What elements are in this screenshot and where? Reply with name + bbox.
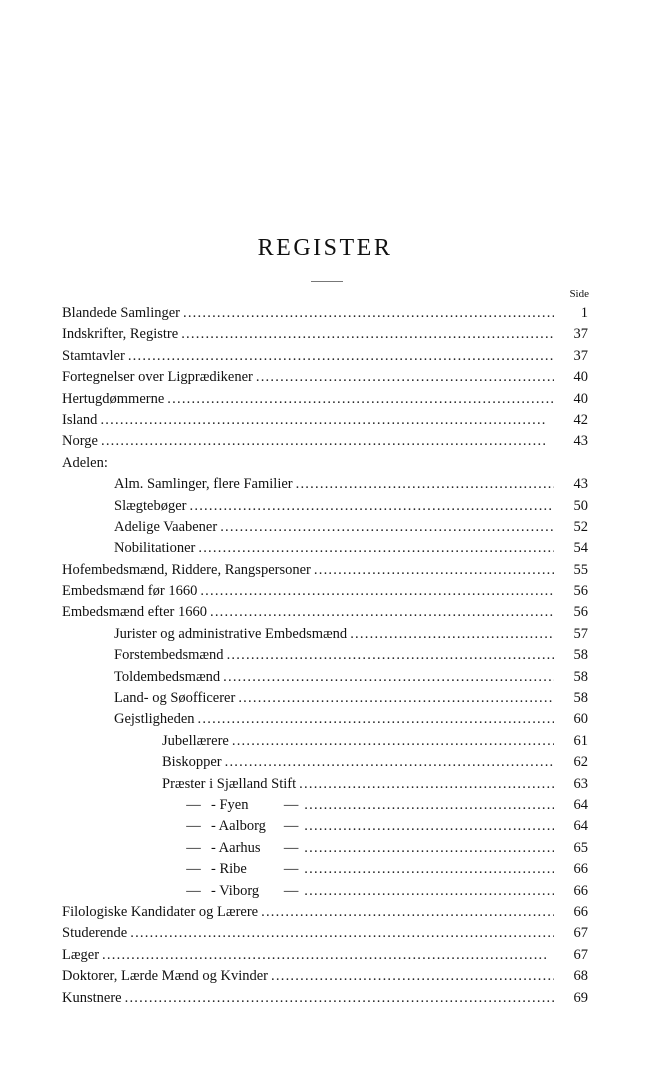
ditto-dash: — — [283, 839, 299, 856]
register-entry-page: 64 — [573, 796, 589, 813]
register-entry — [62, 859, 588, 880]
register-entry-page: 67 — [573, 925, 588, 942]
register-entry-label: Slægtebøger — [114, 497, 187, 514]
register-entry — [62, 966, 588, 987]
register-entry-page: 68 — [573, 968, 588, 985]
register-entry-page: 52 — [573, 518, 588, 535]
register-entry — [62, 602, 588, 623]
register-entry-page: 64 — [573, 818, 589, 835]
dot-leader — [125, 988, 554, 1009]
register-entry-page: 66 — [573, 861, 589, 878]
register-entry — [62, 389, 588, 410]
dot-leader — [181, 324, 554, 345]
register-entry-label: Adelige Vaabener — [114, 518, 218, 535]
register-entry-label: Hertugdømmerne — [62, 390, 165, 407]
dot-leader — [167, 389, 554, 410]
register-entry-label: Embedsmænd før 1660 — [62, 583, 198, 600]
register-entry — [62, 517, 588, 538]
register-entry — [62, 645, 588, 666]
dot-leader — [238, 688, 554, 709]
register-entry-label: Præster i Sjælland Stift — [162, 775, 297, 792]
register-entry — [62, 624, 588, 645]
register-entry-label: Indskrifter, Registre — [62, 326, 179, 343]
register-entry-page: 43 — [573, 433, 588, 450]
dot-leader — [350, 624, 554, 645]
register-entry-label: Nobilitationer — [114, 540, 196, 557]
dot-leader — [227, 645, 554, 666]
register-entry-label: - Fyen — [211, 796, 249, 813]
register-entry-page: 69 — [573, 989, 588, 1006]
dot-leader — [220, 517, 554, 538]
register-entry — [62, 731, 588, 752]
register-entry-page: 66 — [573, 882, 589, 899]
dot-leader — [183, 303, 554, 324]
register-entry — [62, 496, 588, 517]
register-entry-page: 57 — [573, 625, 588, 642]
register-entry — [62, 816, 588, 837]
register-entry — [62, 752, 588, 773]
register-entry-page: 56 — [573, 604, 588, 621]
register-entry — [62, 688, 588, 709]
dot-leader — [304, 881, 554, 902]
register-entry-page: 43 — [573, 476, 588, 493]
register-entry-page: 37 — [573, 326, 588, 343]
register-entry-page: 55 — [573, 561, 588, 578]
register-entry-page: 58 — [573, 668, 588, 685]
dot-leader — [304, 859, 554, 880]
register-entry-page: 1 — [580, 305, 588, 321]
register-entry-label: Alm. Samlinger, flere Familier — [114, 476, 293, 493]
dot-leader — [304, 838, 554, 859]
register-entry-label: Hofembedsmænd, Riddere, Rangspersoner — [62, 561, 311, 578]
register-entry-label: Stamtavler — [62, 347, 125, 364]
register-entry-page: 56 — [573, 583, 588, 600]
dot-leader — [198, 538, 554, 559]
ditto-dash: — — [186, 882, 201, 899]
register-entry-page: 58 — [573, 690, 588, 707]
register-entry-label: Toldembedsmænd — [114, 668, 221, 685]
register-list — [62, 303, 588, 1009]
register-entry-label: - Aarhus — [211, 839, 261, 856]
register-entry-label: - Aalborg — [211, 818, 266, 835]
register-entry-label: Doktorer, Lærde Mænd og Kvinder — [62, 968, 269, 985]
title-rule — [311, 281, 343, 282]
register-entry-label: Forstembedsmænd — [114, 647, 224, 664]
register-entry-page: 42 — [573, 411, 588, 428]
dot-leader — [210, 602, 554, 623]
register-entry — [62, 346, 588, 367]
register-entry — [62, 474, 588, 495]
dot-leader — [232, 731, 554, 752]
ditto-dash: — — [186, 818, 201, 835]
register-entry-page: 37 — [573, 347, 588, 364]
page-title: REGISTER — [257, 235, 393, 261]
register-entry-page: 62 — [573, 754, 588, 771]
dot-leader — [299, 774, 554, 795]
ditto-dash: — — [186, 839, 201, 856]
register-entry-label: Biskopper — [162, 754, 222, 771]
register-entry — [62, 902, 588, 923]
register-entry-label: Kunstnere — [62, 989, 122, 1006]
dot-leader — [223, 667, 554, 688]
register-entry-label: - Viborg — [211, 882, 260, 899]
register-entry-label: Island — [62, 411, 98, 428]
register-entry — [62, 410, 588, 431]
ditto-dash: — — [283, 882, 299, 899]
register-entry-label: Jubellærere — [162, 732, 229, 749]
dot-leader — [271, 966, 554, 987]
register-entry-page: 54 — [573, 540, 588, 557]
register-entry-label: Embedsmænd efter 1660 — [62, 604, 207, 621]
register-entry-page: 50 — [573, 497, 588, 514]
dot-leader — [304, 816, 554, 837]
register-entry — [62, 988, 588, 1009]
register-entry — [62, 367, 588, 388]
register-entry — [62, 923, 588, 944]
register-entry — [62, 709, 588, 730]
register-entry-page: 40 — [573, 369, 588, 386]
ditto-dash: — — [186, 861, 201, 878]
dot-leader — [314, 560, 554, 581]
register-entry — [62, 431, 588, 452]
register-entry — [62, 774, 588, 795]
dot-leader — [261, 902, 554, 923]
register-entry-label: Filologiske Kandidater og Lærere — [62, 903, 259, 920]
register-entry-page: 61 — [573, 732, 588, 749]
register-entry-page: 65 — [573, 839, 589, 856]
register-entry-page: 67 — [573, 946, 588, 963]
dot-leader — [304, 795, 554, 816]
register-entry-label: - Ribe — [211, 861, 247, 878]
register-entry-page: 58 — [573, 647, 588, 664]
register-entry — [62, 838, 588, 859]
dot-leader — [200, 581, 554, 602]
dot-leader — [102, 945, 554, 966]
register-entry — [62, 560, 588, 581]
register-entry-label: Læger — [62, 946, 100, 963]
register-entry-page: 66 — [573, 903, 588, 920]
register-entry-label: Studerende — [62, 925, 128, 942]
ditto-dash: — — [283, 861, 299, 878]
register-entry — [62, 795, 588, 816]
ditto-dash: — — [186, 796, 201, 813]
dot-leader — [296, 474, 554, 495]
register-entry-page: 60 — [573, 711, 588, 728]
page-column-label: Side — [569, 288, 589, 300]
register-entry — [62, 453, 588, 474]
register-entry-label: Adelen: — [62, 454, 108, 471]
dot-leader — [198, 709, 554, 730]
dot-leader — [130, 923, 554, 944]
dot-leader — [256, 367, 554, 388]
dot-leader — [225, 752, 554, 773]
register-entry — [62, 881, 588, 902]
register-entry-label: Gejstligheden — [114, 711, 195, 728]
register-entry — [62, 945, 588, 966]
register-entry — [62, 324, 588, 345]
ditto-dash: — — [283, 818, 299, 835]
dot-leader — [128, 346, 554, 367]
register-entry — [62, 581, 588, 602]
dot-leader — [190, 496, 555, 517]
register-entry-label: Jurister og administrative Embedsmænd — [114, 625, 348, 642]
register-entry — [62, 538, 588, 559]
register-entry-label: Fortegnelser over Ligprædikener — [62, 369, 253, 386]
register-entry-label: Land- og Søofficerer — [114, 690, 236, 707]
dot-leader — [100, 410, 554, 431]
register-entry-label: Norge — [62, 433, 98, 450]
register-entry — [62, 303, 588, 324]
dot-leader — [101, 431, 554, 452]
register-entry-page: 63 — [573, 775, 588, 792]
register-entry-page: 40 — [573, 390, 588, 407]
ditto-dash: — — [283, 796, 299, 813]
register-entry — [62, 667, 588, 688]
register-entry-label: Blandede Samlinger — [62, 305, 180, 321]
